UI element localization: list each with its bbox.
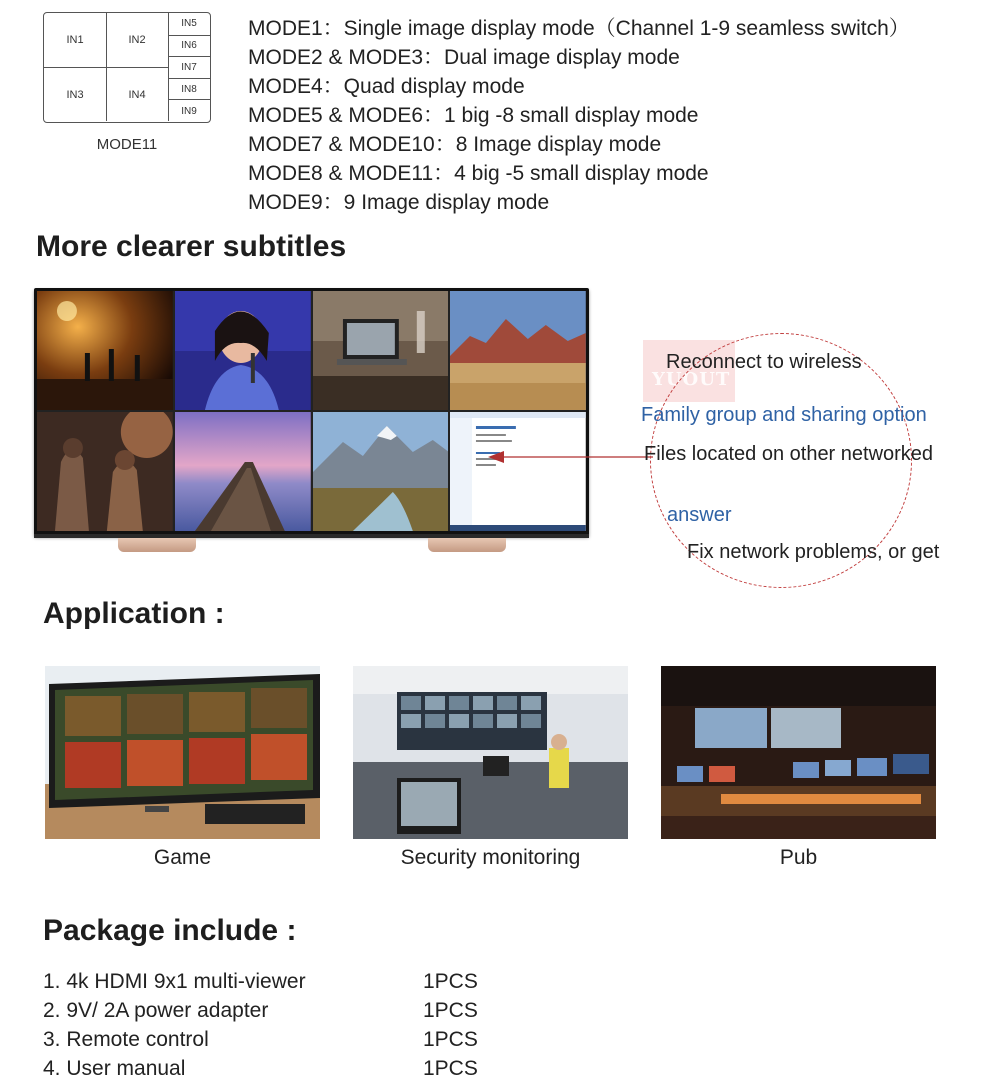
tile-game-image: [37, 412, 173, 531]
mode-item: MODE9：9 Image display mode: [248, 191, 550, 214]
application-pub-image: [661, 666, 936, 839]
package-item-qty: 1PCS: [423, 999, 478, 1022]
application-pub-caption: Pub: [779, 846, 818, 869]
subtitles-heading: More clearer subtitles: [36, 230, 347, 263]
diagram-caption: MODE11: [96, 136, 158, 153]
diagram-cell-in3: IN3: [66, 88, 84, 101]
package-item-name: 4. User manual: [43, 1057, 186, 1080]
diagram-cell-in9: IN9: [181, 106, 197, 118]
mode-item: MODE1：Single image display mode（Channel 1-9 seamless switch）: [248, 17, 910, 40]
watermark-text: YUOUT: [652, 369, 731, 390]
diagram-divider: [168, 13, 169, 121]
diagram-cell-in8: IN8: [181, 84, 197, 96]
tv-stand-right: [428, 538, 506, 552]
package-item-qty: 1PCS: [423, 1057, 478, 1080]
package-item-name: 1. 4k HDMI 9x1 multi-viewer: [43, 970, 306, 993]
diagram-divider: [168, 56, 210, 57]
mode11-layout-diagram: [43, 12, 211, 123]
callout-arrow: [488, 448, 653, 464]
mode-item: MODE8 & MODE11：4 big -5 small display mode: [248, 162, 709, 185]
application-security-image: [353, 666, 628, 839]
application-security-caption: Security monitoring: [400, 846, 581, 869]
tv-multiview-image: [34, 288, 589, 536]
tile-mountain-image: [313, 412, 449, 531]
callout-line: Fix network problems, or get: [687, 541, 940, 563]
application-game-caption: Game: [153, 846, 212, 869]
callout-line: answer: [667, 504, 732, 526]
package-item-qty: 1PCS: [423, 970, 478, 993]
tile-workspace-image: [313, 291, 449, 410]
callout-line: Reconnect to wireless: [666, 351, 862, 373]
diagram-cell-in1: IN1: [66, 33, 84, 46]
tv-stand-left: [118, 538, 196, 552]
diagram-cell-in5: IN5: [181, 18, 197, 30]
package-item-qty: 1PCS: [423, 1028, 478, 1051]
mode-list: [248, 14, 910, 217]
tile-singer-image: [175, 291, 311, 410]
package-heading: Package include :: [43, 914, 297, 947]
mode-item: MODE7 & MODE10：8 Image display mode: [248, 133, 662, 156]
diagram-divider: [168, 99, 210, 100]
package-item-name: 2. 9V/ 2A power adapter: [43, 999, 269, 1022]
diagram-cell-in7: IN7: [181, 62, 197, 74]
diagram-cell-in6: IN6: [181, 40, 197, 52]
application-heading: Application :: [43, 597, 225, 630]
diagram-cell-in4: IN4: [128, 88, 146, 101]
mode-item: MODE5 & MODE6：1 big -8 small display mode: [248, 104, 699, 127]
tile-concert-image: [37, 291, 173, 410]
diagram-divider: [168, 78, 210, 79]
mode-item: MODE2 & MODE3：Dual image display mode: [248, 46, 680, 69]
tile-desert-image: [450, 291, 586, 410]
tile-desktop-image: [450, 412, 586, 531]
tv-screen: [37, 291, 586, 531]
callout-line: Family group and sharing option: [641, 404, 927, 426]
callout-line: Files located on other networked: [644, 443, 934, 465]
diagram-divider: [44, 67, 168, 68]
diagram-divider: [168, 35, 210, 36]
application-game-image: [45, 666, 320, 839]
package-item-name: 3. Remote control: [43, 1028, 209, 1051]
mode-item: MODE4：Quad display mode: [248, 75, 525, 98]
tile-pier-image: [175, 412, 311, 531]
diagram-cell-in2: IN2: [128, 33, 146, 46]
